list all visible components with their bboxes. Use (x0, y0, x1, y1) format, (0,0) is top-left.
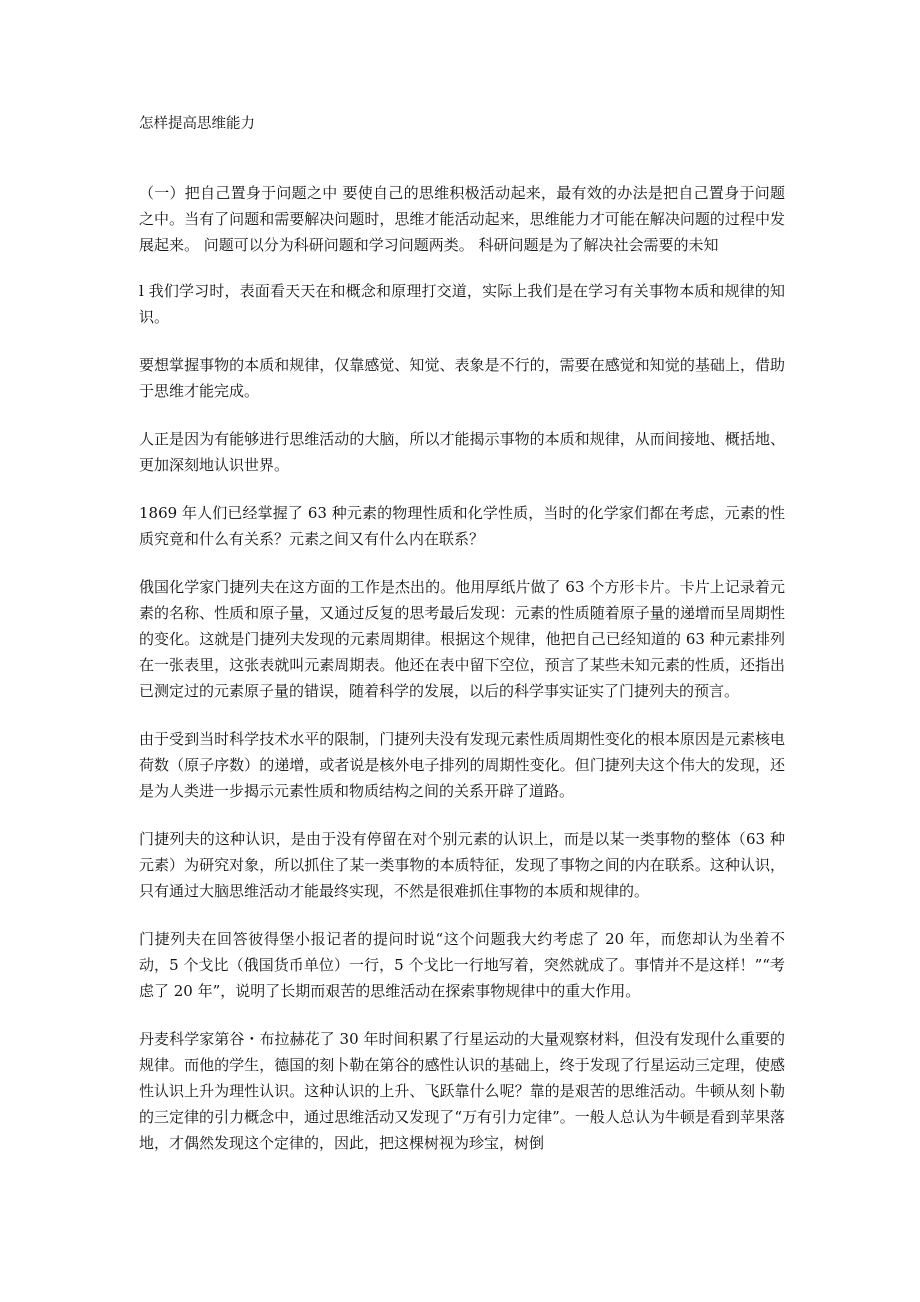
paragraph-limitations: 由于受到当时科学技术水平的限制，门捷列夫没有发现元素性质周期性变化的根本原因是元素核电荷数（原子序数）的递增，或者说是核外电子排列的周期性变化。但门捷列夫这个伟大的发现，还是为人类进一步揭示元素性质和物质结构之间的关系开辟了道路。 (139, 730, 785, 800)
paragraph-thinking-brain: 人正是因为有能够进行思维活动的大脑，所以才能揭示事物的本质和规律，从而间接地、概括地、更加深刻地认识世界。 (139, 430, 785, 474)
paragraph-1869-elements: 1869 年人们已经掌握了 63 种元素的物理性质和化学性质，当时的化学家们都在考虑，元素的性质究竟和什么有关系？元素之间又有什么内在联系？ (139, 504, 785, 548)
document-title: 怎样提高思维能力 (139, 116, 255, 132)
paragraph-mendeleev-cards: 俄国化学家门捷列夫在这方面的工作是杰出的。他用厚纸片做了 63 个方形卡片。卡片上记录着元素的名称、性质和原子量，又通过反复的思考最后发现：元素的性质随着原子量的递增而呈周期性的变化。这就是门捷列夫发现的元素周期律。根据这个规律，他把自己已经知道的 63 种元素排列在一张表里，这张表就叫元素周期表。他还在表中留下空位，预言了某些未知元素的性质，还指出已测定过的元素原子量的错误，随着科学的发展，以后的科学事实证实了门捷列夫的预言。 (139, 578, 785, 700)
paragraph-twenty-years: 门捷列夫在回答彼得堡小报记者的提问时说“这个问题我大约考虑了 20 年，而您却认为坐着不动，5 个戈比（俄国货币单位）一行，5 个戈比一行地写着，突然就成了。事情并不是这样！”“考虑了 20 年”，说明了长期而艰苦的思维活动在探索事物规律中的重大作用。 (139, 930, 785, 1000)
document-body (139, 180, 785, 1178)
paragraph-essence-and-law: 要想掌握事物的本质和规律，仅靠感觉、知觉、表象是不行的，需要在感觉和知觉的基础上，借助于思维才能完成。 (139, 356, 785, 400)
paragraph-tycho-kepler-newton: 丹麦科学家第谷・布拉赫花了 30 年时间积累了行星运动的大量观察材料，但没有发现什么重要的规律。而他的学生，德国的刻卜勒在第谷的感性认识的基础上，终于发现了行星运动三定理，使感性认识上升为理性认识。这种认识的上升、飞跃靠什么呢？靠的是艰苦的思维活动。牛顿从刻卜勒的三定律的引力概念中，通过思维活动又发现了“万有引力定律”。一般人总认为牛顿是看到苹果落地，才偶然发现这个定律的，因此，把这棵树视为珍宝，树倒 (139, 1030, 785, 1152)
paragraph-learning-knowledge: l 我们学习时，表面看天天在和概念和原理打交道，实际上我们是在学习有关事物本质和规律的知识。 (139, 282, 785, 326)
paragraph-problem-solving: （一）把自己置身于问题之中 要使自己的思维积极活动起来，最有效的办法是把自己置身于问题之中。当有了问题和需要解决问题时，思维才能活动起来，思维能力才可能在解决问题的过程中发展起来。 问题可以分为科研问题和学习问题两类。 科研问题是为了解决社会需要的未知 (139, 184, 785, 254)
paragraph-whole-category: 门捷列夫的这种认识，是由于没有停留在对个别元素的认识上，而是以某一类事物的整体（63 种元素）为研究对象，所以抓住了某一类事物的本质特征，发现了事物之间的内在联系。这种认识，只有通过大脑思维活动才能最终实现，不然是很难抓住事物的本质和规律的。 (139, 830, 785, 900)
